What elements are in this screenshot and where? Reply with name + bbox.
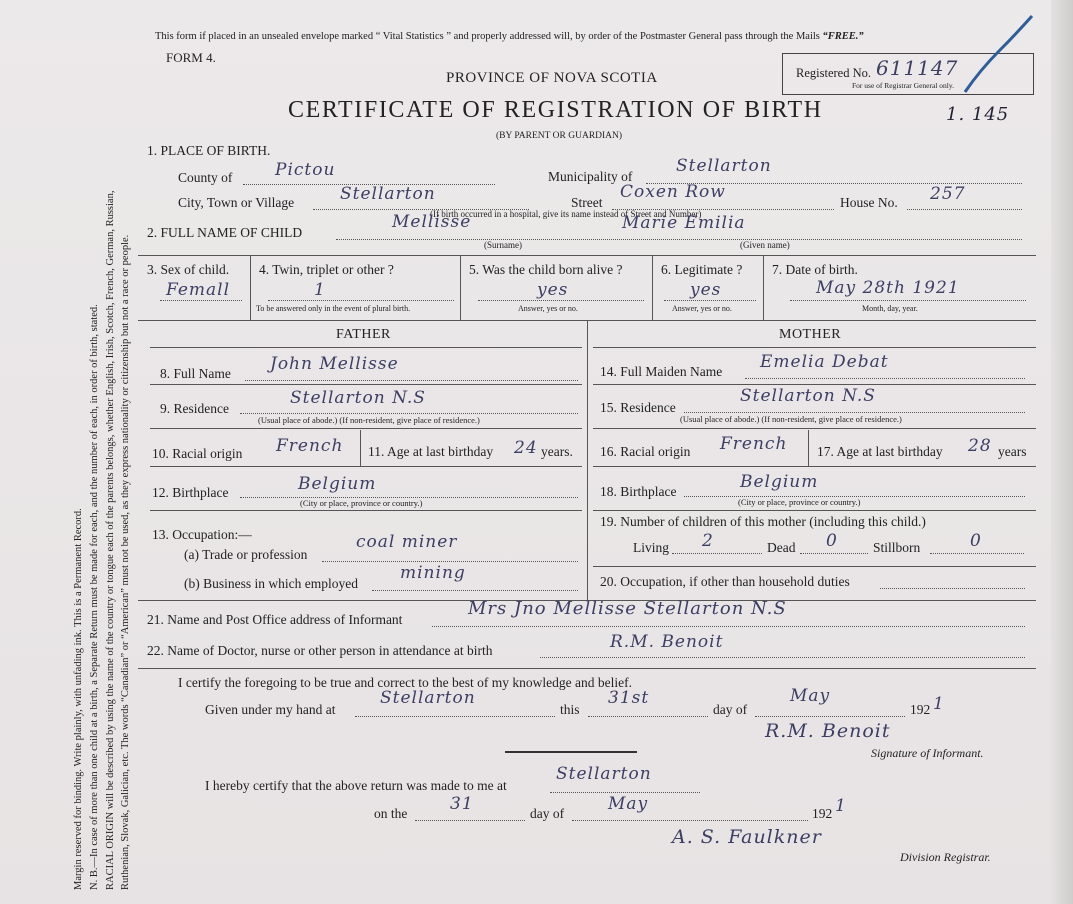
on-the-value: 31 bbox=[450, 794, 474, 814]
margin-text-3: RACIAL ORIGIN will be described by using the name of the country or tongue each of the parents belongs, whether English, Irish, Scotch, French, German, Russian, bbox=[105, 190, 116, 890]
mother-birthplace-label: 18. Birthplace bbox=[600, 484, 677, 499]
given-under-label: Given under my hand at bbox=[205, 702, 336, 717]
mother-birthplace-caption: (City or place, province or country.) bbox=[738, 497, 861, 507]
sex-label: 3. Sex of child. bbox=[147, 262, 230, 277]
mother-name-label: 14. Full Maiden Name bbox=[600, 364, 723, 379]
trade-label: (a) Trade or profession bbox=[184, 547, 308, 562]
house-value: 257 bbox=[930, 184, 966, 204]
father-racial-value: French bbox=[276, 436, 344, 456]
father-birthplace-caption: (City or place, province or country.) bbox=[300, 498, 423, 508]
dob-value: May 28th 1921 bbox=[816, 278, 960, 298]
mother-residence-caption: (Usual place of abode.) (If non-resident, give place of residence.) bbox=[680, 414, 902, 424]
street-label: Street bbox=[571, 195, 603, 210]
registrar-only-note: For use of Registrar General only. bbox=[852, 81, 954, 90]
mother-age-value: 28 bbox=[968, 436, 992, 456]
form-number: FORM 4. bbox=[166, 50, 216, 65]
margin-text-2: N. B.—In case of more than one child at a birth, a Separate Return must be made for each, and the number of each, in order of birth, stated. bbox=[89, 304, 100, 890]
twin-caption: To be answered only in the event of plural birth. bbox=[256, 304, 411, 313]
year2-value: 1 bbox=[835, 796, 847, 816]
year-prefix: 192 bbox=[910, 702, 931, 717]
living-value: 2 bbox=[702, 531, 714, 551]
father-racial-label: 10. Racial origin bbox=[152, 446, 243, 461]
child-given-value: Marie Emilia bbox=[622, 213, 746, 233]
father-birthplace-value: Belgium bbox=[298, 474, 377, 494]
mother-heading: MOTHER bbox=[779, 327, 842, 342]
margin-text-4: Ruthenian, Slovak, Galician, etc. The words “Canadian” or “American” must not be used, as they express nationality or citizenship but not a race or people. bbox=[120, 234, 131, 890]
alive-label: 5. Was the child born alive ? bbox=[469, 262, 623, 277]
place-heading: 1. PLACE OF BIRTH. bbox=[147, 143, 271, 158]
mother-name-value: Emelia Debat bbox=[760, 352, 889, 372]
mother-occupation-label: 20. Occupation, if other than household duties bbox=[600, 574, 850, 589]
certificate-subtitle: (BY PARENT OR GUARDIAN) bbox=[496, 131, 623, 141]
father-residence-value: Stellarton N.S bbox=[290, 388, 426, 408]
sex-value: Femall bbox=[166, 280, 231, 300]
legitimate-value: yes bbox=[690, 280, 722, 300]
father-residence-label: 9. Residence bbox=[160, 401, 229, 416]
hereby-value: Stellarton bbox=[556, 764, 652, 784]
children-count-label: 19. Number of children of this mother (including this child.) bbox=[600, 514, 926, 529]
father-age-value: 24 bbox=[514, 438, 538, 458]
municipality-value: Stellarton bbox=[676, 156, 772, 176]
hereby-label: I hereby certify that the above return was made to me at bbox=[205, 778, 507, 793]
certificate-title: CERTIFICATE OF REGISTRATION OF BIRTH bbox=[288, 97, 823, 123]
municipality-label: Municipality of bbox=[548, 169, 633, 184]
business-value: mining bbox=[400, 563, 466, 583]
mother-birthplace-value: Belgium bbox=[740, 472, 819, 492]
trade-value: coal miner bbox=[356, 532, 458, 552]
registrar-caption: Division Registrar. bbox=[900, 850, 991, 864]
doctor-value: R.M. Benoit bbox=[610, 632, 724, 652]
father-age-unit: years. bbox=[541, 444, 573, 459]
day-of-label: day of bbox=[713, 702, 748, 717]
father-occupation-label: 13. Occupation:— bbox=[152, 527, 252, 542]
business-label: (b) Business in which employed bbox=[184, 576, 358, 591]
day-of-value: May bbox=[790, 686, 831, 706]
city-value: Stellarton bbox=[340, 184, 436, 204]
street-value: Coxen Row bbox=[620, 182, 726, 202]
county-label: County of bbox=[178, 170, 233, 185]
father-birthplace-label: 12. Birthplace bbox=[152, 485, 229, 500]
stillborn-label: Stillborn bbox=[873, 540, 921, 555]
child-name-label: 2. FULL NAME OF CHILD bbox=[147, 225, 303, 240]
dead-label: Dead bbox=[767, 540, 796, 555]
page-edge bbox=[1051, 0, 1073, 904]
signature-caption: Signature of Informant. bbox=[871, 746, 984, 760]
alive-caption: Answer, yes or no. bbox=[518, 304, 578, 313]
child-surname-value: Mellisse bbox=[392, 212, 472, 232]
mail-notice bbox=[155, 31, 864, 42]
dob-label: 7. Date of birth. bbox=[772, 262, 858, 277]
margin-text-1: Margin reserved for binding. Write plainly, with unfading ink. This is a Permanent Record. bbox=[73, 508, 84, 890]
alive-value: yes bbox=[537, 280, 569, 300]
year-value: 1 bbox=[933, 694, 945, 714]
mother-residence-label: 15. Residence bbox=[600, 400, 676, 415]
legitimate-label: 6. Legitimate ? bbox=[661, 262, 743, 277]
father-name-value: John Mellisse bbox=[270, 354, 399, 374]
doctor-label: 22. Name of Doctor, nurse or other person in attendance at birth bbox=[147, 643, 493, 658]
mail-notice-text: This form if placed in an unsealed envelope marked “ Vital Statistics ” and properly addressed will, by order of the Postmaster General pass through the Mails bbox=[155, 31, 820, 42]
father-age-label: 11. Age at last birthday bbox=[368, 444, 494, 459]
informant-value: Mrs Jno Mellisse Stellarton N.S bbox=[468, 598, 787, 619]
mother-age-label: 17. Age at last birthday bbox=[817, 444, 943, 459]
legitimate-caption: Answer, yes or no. bbox=[672, 304, 732, 313]
twin-label: 4. Twin, triplet or other ? bbox=[259, 262, 394, 277]
dob-caption: Month, day, year. bbox=[862, 304, 918, 313]
registered-label: Registered No. bbox=[796, 66, 871, 80]
mother-age-unit: years bbox=[998, 444, 1027, 459]
informant-signature: R.M. Benoit bbox=[765, 720, 891, 742]
given-caption: (Given name) bbox=[740, 240, 790, 250]
hospital-note: (If birth occurred in a hospital, give its name instead of Street and Number) bbox=[430, 209, 702, 219]
pen-check-mark bbox=[960, 10, 1040, 100]
registrar-signature: A. S. Faulkner bbox=[672, 826, 822, 848]
this-value: 31st bbox=[608, 688, 650, 708]
mother-racial-value: French bbox=[720, 434, 788, 454]
mail-notice-free: “FREE.” bbox=[822, 31, 864, 42]
house-label: House No. bbox=[840, 195, 898, 210]
on-the-label: on the bbox=[374, 806, 408, 821]
twin-value: 1 bbox=[314, 280, 326, 300]
dead-value: 0 bbox=[826, 531, 838, 551]
year2-prefix: 192 bbox=[812, 806, 833, 821]
day-of2-value: May bbox=[608, 794, 649, 814]
county-value: Pictou bbox=[275, 160, 336, 180]
this-label: this bbox=[560, 702, 580, 717]
living-label: Living bbox=[633, 540, 669, 555]
province-heading: PROVINCE OF NOVA SCOTIA bbox=[446, 70, 658, 86]
surname-caption: (Surname) bbox=[484, 240, 522, 250]
day-of2-label: day of bbox=[530, 806, 565, 821]
certify-statement: I certify the foregoing to be true and correct to the best of my knowledge and belief. bbox=[178, 675, 632, 690]
margin-annotation: 1. 145 bbox=[946, 104, 1010, 125]
city-label: City, Town or Village bbox=[178, 195, 295, 210]
informant-label: 21. Name and Post Office address of Informant bbox=[147, 612, 403, 627]
registered-number: 611147 bbox=[876, 56, 959, 80]
father-heading: FATHER bbox=[336, 327, 391, 342]
stillborn-value: 0 bbox=[970, 531, 982, 551]
father-residence-caption: (Usual place of abode.) (If non-resident, give place of residence.) bbox=[258, 415, 480, 425]
given-under-value: Stellarton bbox=[380, 688, 476, 708]
mother-residence-value: Stellarton N.S bbox=[740, 386, 876, 406]
father-name-label: 8. Full Name bbox=[160, 366, 231, 381]
mother-racial-label: 16. Racial origin bbox=[600, 444, 691, 459]
